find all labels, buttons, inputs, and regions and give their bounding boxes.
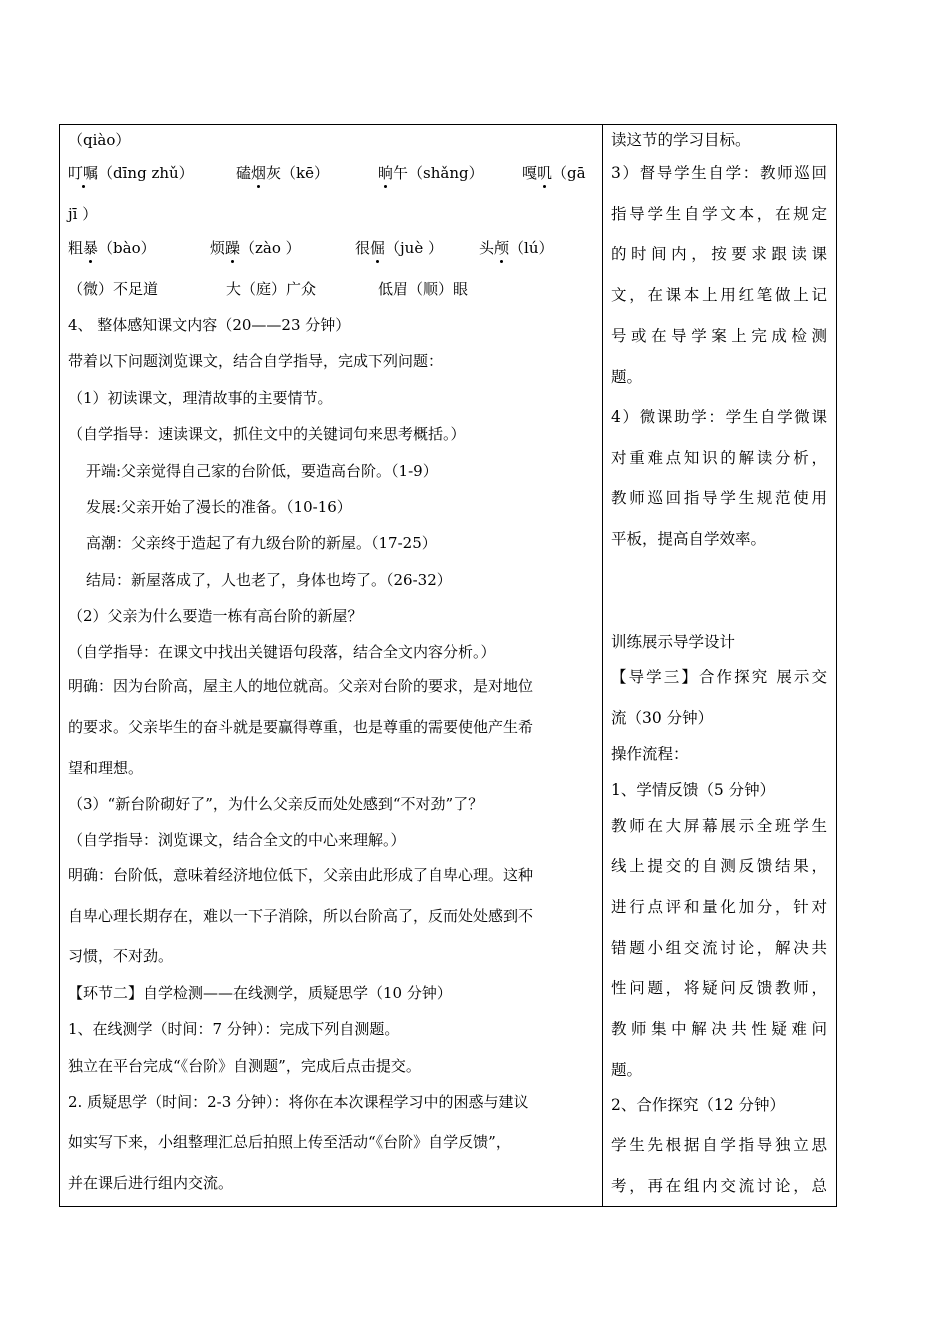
text-line: 教师在大屏幕展示全班学生	[611, 817, 827, 835]
answer-line: 望和理想。	[68, 759, 144, 777]
text-line: 1、学情反馈（5 分钟）	[611, 781, 776, 799]
vocab-item: 叮嘱（dīng zhǔ）	[68, 164, 194, 182]
section-heading: 【导学三】合作探究 展示交	[611, 668, 827, 686]
pinyin-vocab-row-1	[68, 163, 598, 185]
text-line: 错题小组交流讨论，解决共	[611, 939, 827, 957]
vocab-item: 粗暴（bào）	[68, 239, 156, 257]
section-heading: 4、 整体感知课文内容（20——23 分钟）	[68, 316, 351, 334]
answer-line: 的要求。父亲毕生的奋斗就是要赢得尊重，也是尊重的需要使他产生希	[68, 718, 534, 736]
text-line: 考，再在组内交流讨论，总	[611, 1177, 827, 1195]
question-line: （2）父亲为什么要造一栋有高台阶的新屋？	[68, 607, 363, 625]
plot-line: 高潮：父亲终于造起了有九级台阶的新屋。（17-25）	[86, 534, 437, 552]
text-line: 进行点评和量化加分，针对	[611, 898, 827, 916]
text-line: 教师集中解决共性疑难问	[611, 1020, 827, 1038]
question-line: （1）初读课文，理清故事的主要情节。	[68, 389, 333, 407]
text-line: 教师巡回指导学生规范使用	[611, 489, 827, 507]
vocab-item: 磕烟灰（kē）	[236, 164, 329, 182]
answer-line: 习惯，不对劲。	[68, 947, 174, 965]
guidance-line: （自学指导：速读课文，抓住文中的关键词句来思考概括。）	[68, 425, 466, 443]
text-line: 平板，提高自学效率。	[611, 530, 767, 548]
text-line: 的时间内，按要求跟读课	[611, 245, 827, 263]
section-heading: 【环节二】自学检测——在线测学，质疑思学（10 分钟）	[68, 984, 452, 1002]
text-line: 独立在平台完成“《台阶》自测题”，完成后点击提交。	[68, 1057, 421, 1075]
text-line: 读这节的学习目标。	[611, 131, 751, 149]
text-line: 4）微课助学：学生自学微课	[611, 408, 827, 426]
vocab-item: 烦躁（zào ）	[210, 239, 301, 257]
text-line: 3）督导学生自学：教师巡回	[611, 164, 827, 182]
vocab-item: 嘎叽（gā	[522, 164, 586, 182]
text-line: 并在课后进行组内交流。	[68, 1174, 234, 1192]
text-line: 流（30 分钟）	[611, 709, 714, 727]
text-line: 性问题，将疑问反馈教师，	[611, 979, 827, 997]
vocab-item: 头颅（lú）	[479, 239, 554, 257]
plot-line: 结局：新屋落成了，人也老了，身体也垮了。（26-32）	[86, 571, 452, 589]
text-line: 学生先根据自学指导独立思	[611, 1136, 827, 1154]
vocab-item: 很倔（juè ）	[355, 239, 443, 257]
guidance-line: （自学指导：浏览课文，结合全文的中心来理解。）	[68, 831, 406, 849]
plot-line: 开端:父亲觉得自己家的台阶低，要造高台阶。（1-9）	[86, 462, 438, 480]
answer-line: 明确：因为台阶高，屋主人的地位就高。父亲对台阶的要求，是对地位	[68, 677, 534, 695]
idiom-item: 大（庭）广众	[226, 280, 317, 298]
plot-line: 发展:父亲开始了漫长的准备。（10-16）	[86, 498, 352, 516]
text-line: 如实写下来，小组整理汇总后拍照上传至活动“《台阶》自学反馈”，	[68, 1133, 511, 1151]
text-line: 操作流程：	[611, 745, 689, 763]
section-heading: 训练展示导学设计	[611, 633, 736, 651]
pinyin-line: jī ）	[68, 205, 98, 223]
answer-line: 自卑心理长期存在，难以一下子消除，所以台阶高了，反而处处感到不	[68, 907, 534, 925]
text-line: 2. 质疑思学（时间：2-3 分钟）：将你在本次课程学习中的困惑与建议	[68, 1093, 529, 1111]
answer-line: 明确：台阶低，意味着经济地位低下，父亲由此形成了自卑心理。这种	[68, 866, 534, 884]
text-line: 号或在导学案上完成检测	[611, 327, 827, 345]
guidance-line: （自学指导：在课文中找出关键语句段落，结合全文内容分析。）	[68, 643, 496, 661]
column-divider	[602, 124, 603, 1207]
text-line: 1、在线测学（时间：7 分钟）：完成下列自测题。	[68, 1020, 400, 1038]
text-line: 题。	[611, 1061, 643, 1079]
pinyin-vocab-row-2	[68, 238, 598, 260]
vocab-item: 晌午（shǎng）	[378, 164, 484, 182]
idiom-item: 低眉（顺）眼	[378, 280, 469, 298]
text-line: 2、合作探究（12 分钟）	[611, 1096, 786, 1114]
text-line: 文，在课本上用红笔做上记	[611, 286, 827, 304]
text-line: 对重难点知识的解读分析，	[611, 449, 827, 467]
text-line: 指导学生自学文本，在规定	[611, 205, 827, 223]
text-line: 带着以下问题浏览课文，结合自学指导，完成下列问题：	[68, 352, 444, 370]
question-line: （3）“新台阶砌好了”，为什么父亲反而处处感到“不对劲”了？	[68, 795, 484, 813]
idiom-row	[68, 279, 598, 299]
pinyin-line: （qiào）	[68, 131, 131, 149]
text-line: 题。	[611, 368, 643, 386]
text-line: 线上提交的自测反馈结果，	[611, 857, 827, 875]
idiom-item: （微）不足道	[68, 280, 159, 298]
